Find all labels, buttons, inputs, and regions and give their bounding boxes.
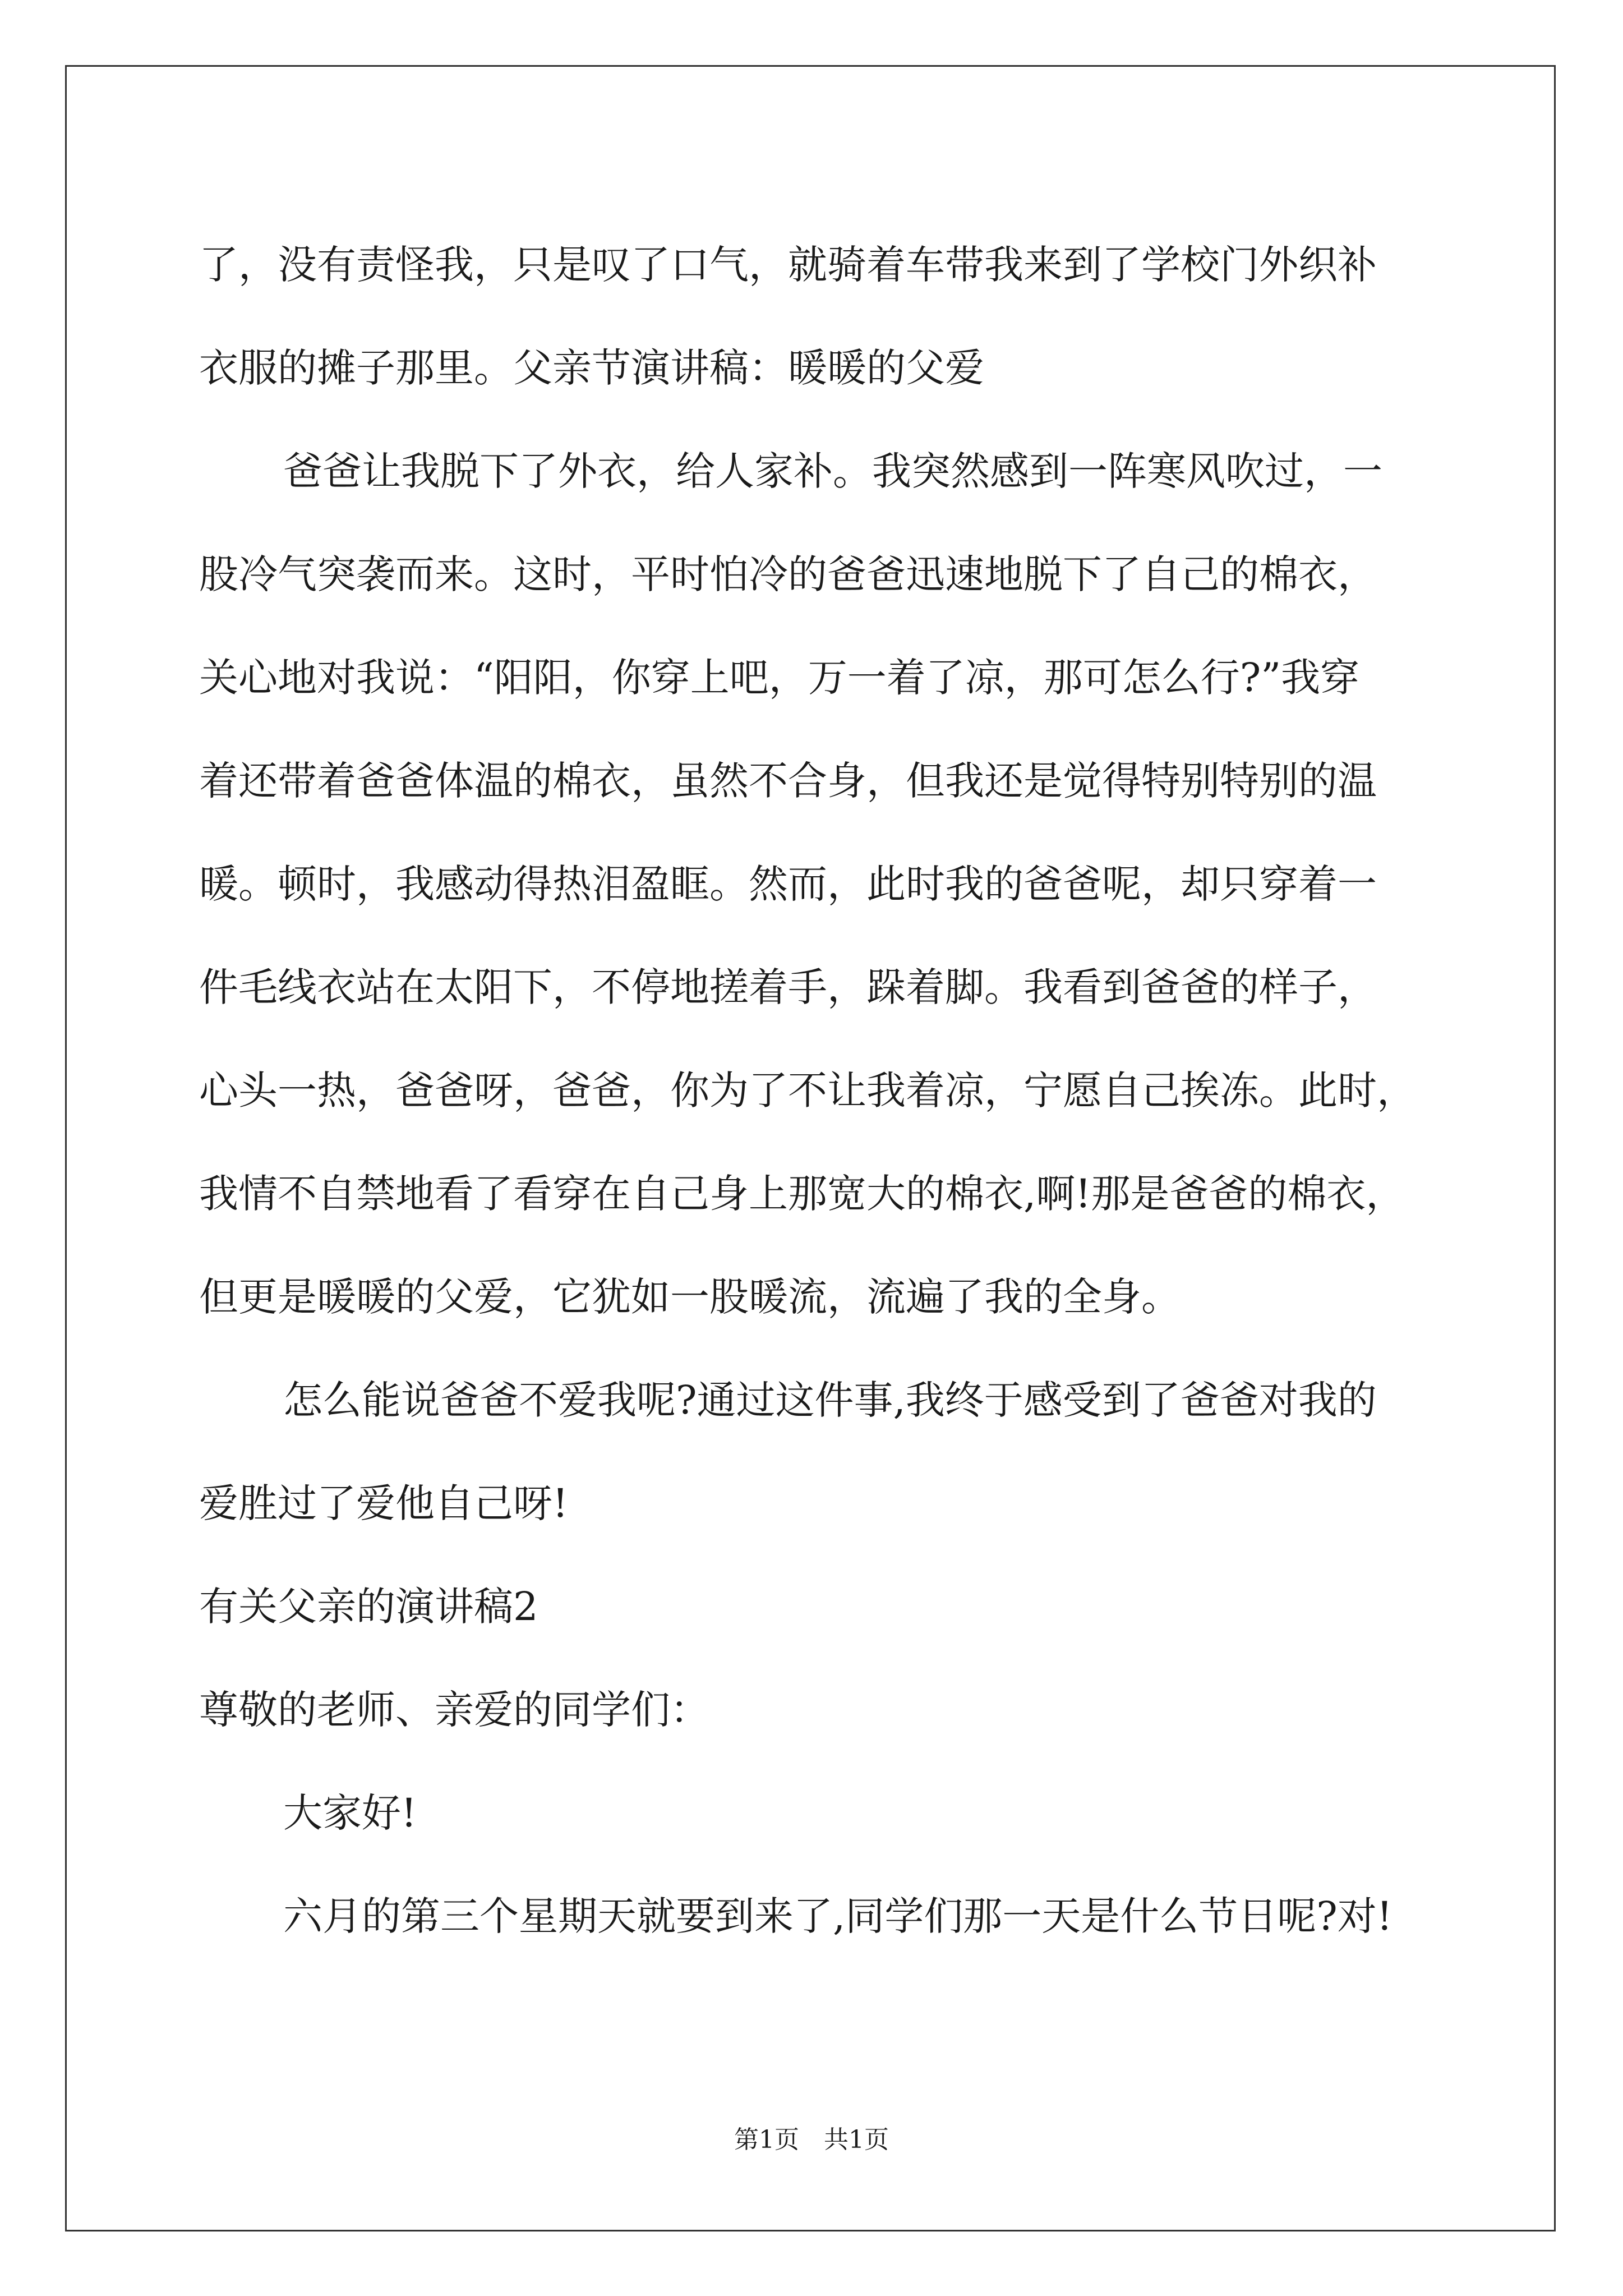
paragraph-0-line-1: 衣服的摊子那里。父亲节演讲稿：暖暖的父爱	[199, 345, 984, 391]
paragraph-0-line-0: 了，没有责怪我，只是叹了口气，就骑着车带我来到了学校门外织补	[199, 242, 1377, 288]
page-footer: 第1页 共1页	[734, 2125, 889, 2154]
paragraph-1-line-3: 着还带着爸爸体温的棉衣，虽然不合身，但我还是觉得特别特别的温	[199, 758, 1377, 804]
paragraph-1-line-4: 暖。顿时，我感动得热泪盈眶。然而，此时我的爸爸呢，却只穿着一	[199, 861, 1377, 907]
paragraph-2-line-0: 怎么能说爸爸不爱我呢?通过这件事,我终于感受到了爸爸对我的	[283, 1377, 1377, 1423]
paragraph-1-line-8: 但更是暖暖的父爱，它犹如一股暖流，流遍了我的全身。	[199, 1274, 1181, 1320]
paragraph-1-line-6: 心头一热，爸爸呀，爸爸，你为了不让我着凉，宁愿自己挨冻。此时，	[199, 1068, 1416, 1114]
paragraph-1-line-5: 件毛线衣站在太阳下，不停地搓着手，跺着脚。我看到爸爸的样子，	[199, 964, 1377, 1010]
paragraph-1-line-7: 我情不自禁地看了看穿在自己身上那宽大的棉衣,啊!那是爸爸的棉衣，	[199, 1171, 1405, 1217]
paragraph-2-line-1: 爱胜过了爱他自己呀!	[199, 1480, 569, 1526]
paragraph-5-line-0: 大家好!	[283, 1790, 417, 1836]
document-body	[199, 213, 1427, 1968]
paragraph-4-line-0: 尊敬的老师、亲爱的同学们：	[199, 1687, 709, 1733]
paragraph-6-line-0: 六月的第三个星期天就要到来了,同学们那一天是什么节日呢?对!	[283, 1893, 1393, 1939]
paragraph-1-line-1: 股冷气突袭而来。这时，平时怕冷的爸爸迅速地脱下了自己的棉衣，	[199, 551, 1377, 597]
paragraph-1-line-2: 关心地对我说：“阳阳，你穿上吧，万一着了凉，那可怎么行?”我穿	[199, 655, 1360, 701]
paragraph-3-line-0: 有关父亲的演讲稿2	[199, 1584, 538, 1630]
paragraph-1-line-0: 爸爸让我脱下了外衣，给人家补。我突然感到一阵寒风吹过，一	[283, 448, 1382, 494]
